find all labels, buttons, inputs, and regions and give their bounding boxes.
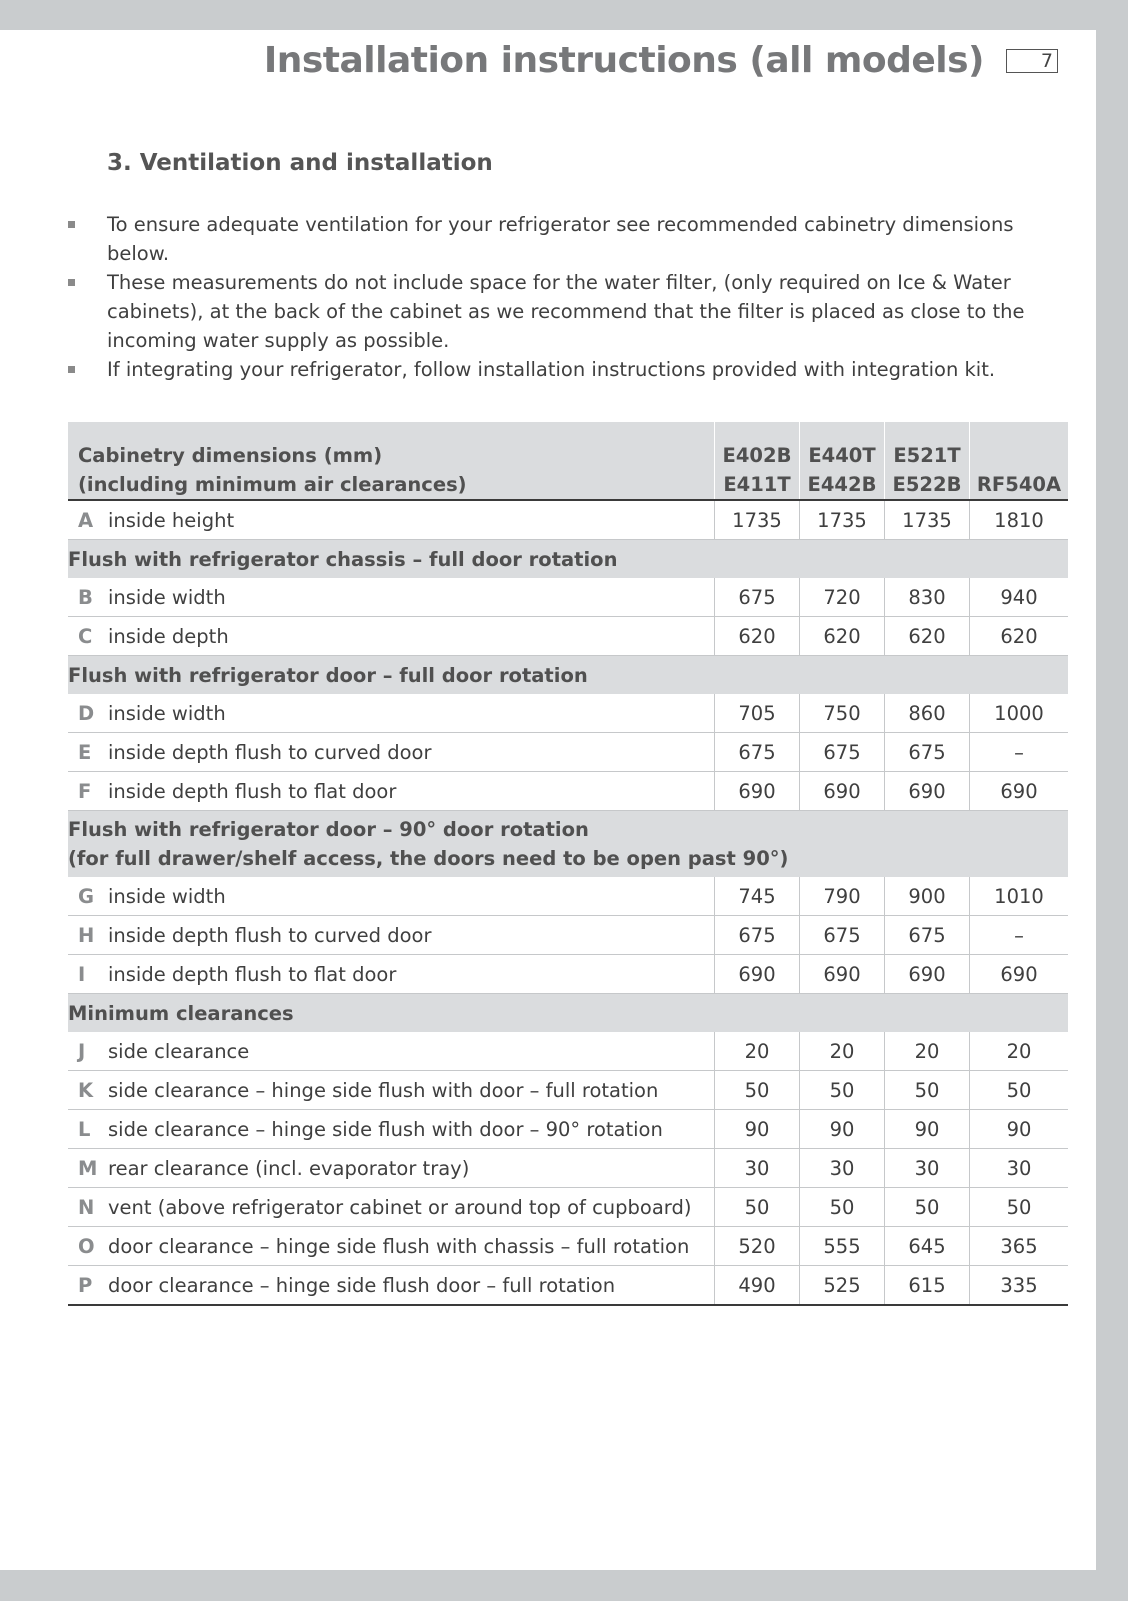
dimension-value: 675 [800,916,885,955]
row-letter: M [78,1156,98,1180]
row-letter: A [78,508,94,532]
model-column-header [970,422,1069,500]
row-label-cell [68,500,715,540]
table-header-title [68,422,715,500]
table-row [68,1032,1068,1071]
table-row [68,500,1068,540]
row-label: inside depth [108,624,229,648]
group-label: Flush with refrigerator chassis – full door rotation [68,547,618,571]
group-label: Flush with refrigerator door – full door rotation [68,663,588,687]
dimension-value: 50 [800,1071,885,1110]
model-column-header [715,422,800,500]
dimension-value: 50 [715,1188,800,1227]
table-body [68,500,1068,1305]
dimension-value: 20 [970,1032,1069,1071]
dimension-value: 20 [800,1032,885,1071]
table-row [68,1071,1068,1110]
group-label-cell [68,811,1068,878]
dimension-value: 30 [715,1149,800,1188]
row-letter: J [78,1039,86,1063]
row-label-cell [68,1227,715,1266]
row-letter: B [78,585,93,609]
dimension-value: 675 [715,578,800,617]
bullet-item [68,210,1028,268]
group-label-cell [68,656,1068,695]
row-letter: D [78,701,95,725]
row-label-cell [68,694,715,733]
row-label: door clearance – hinge side flush with chassis – full rotation [108,1234,690,1258]
row-label: side clearance [108,1039,250,1063]
table-header-row [68,422,1068,500]
dimension-value: 940 [970,578,1069,617]
model-name: RF540A [976,473,1062,496]
dimension-value: 860 [885,694,970,733]
dimension-value: 690 [970,955,1069,994]
dimension-value: 830 [885,578,970,617]
dimension-value: – [970,916,1069,955]
dimension-value: 30 [800,1149,885,1188]
page-header [264,40,1058,81]
dimension-value: 50 [970,1188,1069,1227]
dimension-value: 750 [800,694,885,733]
model-name: E442B [807,473,877,496]
dimension-value: 690 [715,955,800,994]
bullet-item [68,268,1028,355]
dimension-value: – [970,733,1069,772]
row-label-cell [68,1032,715,1071]
dimension-value: 1735 [800,500,885,540]
row-letter: P [78,1273,93,1297]
dimension-value: 30 [970,1149,1069,1188]
square-bullet-icon [68,279,75,286]
dimension-value: 90 [885,1110,970,1149]
dimension-value: 50 [800,1188,885,1227]
page-title: Installation instructions (all models) [263,40,984,81]
row-label: side clearance – hinge side flush with door – 90° rotation [108,1117,663,1141]
table-row [68,955,1068,994]
row-label-cell [68,1071,715,1110]
dimension-value: 1735 [715,500,800,540]
row-letter: L [78,1117,91,1141]
row-label: side clearance – hinge side flush with door – full rotation [108,1078,659,1102]
table-row [68,916,1068,955]
dimension-value: 790 [800,877,885,916]
dimension-value: 620 [800,617,885,656]
dimension-value: 90 [800,1110,885,1149]
row-label-cell [68,877,715,916]
bullet-text: These measurements do not include space for the water filter, (only required on Ice & Water cabinets), at the back of the cabinet as we recommend that the filter is placed as close to the incoming water supply as possible. [107,271,1025,352]
dimension-value: 675 [800,733,885,772]
group-label: Minimum clearances [68,1001,294,1025]
table-row [68,617,1068,656]
row-label-cell [68,578,715,617]
row-letter: O [78,1234,95,1258]
row-letter: F [78,779,92,803]
document-page [0,30,1096,1570]
dimension-value: 335 [970,1266,1069,1306]
row-label-cell [68,1188,715,1227]
table-row [68,1266,1068,1306]
dimension-value: 690 [970,772,1069,811]
table-row [68,1188,1068,1227]
row-label-cell [68,1149,715,1188]
dimension-value: 690 [800,955,885,994]
bullet-list [68,210,1028,384]
dimension-value: 520 [715,1227,800,1266]
dimension-value: 690 [715,772,800,811]
dimension-value: 615 [885,1266,970,1306]
table-row [68,772,1068,811]
table-group-row [68,540,1068,579]
table-row [68,694,1068,733]
row-label: inside depth flush to curved door [108,740,432,764]
table-row [68,578,1068,617]
dimension-value: 1000 [970,694,1069,733]
dimension-value: 745 [715,877,800,916]
model-name: E402B [722,444,792,467]
dimension-value: 20 [885,1032,970,1071]
row-label-cell [68,733,715,772]
model-name: E440T [808,444,876,467]
dimension-value: 30 [885,1149,970,1188]
table-row [68,1227,1068,1266]
dimension-value: 90 [970,1110,1069,1149]
row-label: inside depth flush to flat door [108,779,397,803]
row-letter: I [78,962,86,986]
bullet-text: If integrating your refrigerator, follow installation instructions provided with integration kit. [107,358,996,381]
table-header-title-line1: Cabinetry dimensions (mm) [78,444,383,467]
table-group-row [68,994,1068,1033]
dimension-value: 50 [970,1071,1069,1110]
model-name: E521T [893,444,961,467]
group-label: Flush with refrigerator door – 90° door rotation [68,818,589,841]
table-row [68,733,1068,772]
row-letter: E [78,740,92,764]
table-group-row [68,656,1068,695]
group-label-cell [68,994,1068,1033]
dimension-value: 690 [800,772,885,811]
dimension-value: 620 [970,617,1069,656]
row-letter: N [78,1195,95,1219]
dimension-value: 490 [715,1266,800,1306]
row-label-cell [68,916,715,955]
row-label: door clearance – hinge side flush door – full rotation [108,1273,616,1297]
table-row [68,1149,1068,1188]
dimension-value: 690 [885,955,970,994]
dimension-value: 1810 [970,500,1069,540]
dimension-value: 525 [800,1266,885,1306]
row-label-cell [68,1266,715,1306]
row-label: rear clearance (incl. evaporator tray) [108,1156,470,1180]
table-header-title-line2: (including minimum air clearances) [78,473,467,496]
dimension-value: 900 [885,877,970,916]
row-letter: H [78,923,95,947]
model-column-header [885,422,970,500]
dimension-value: 675 [715,916,800,955]
dimension-value: 675 [885,916,970,955]
model-name: E522B [892,473,962,496]
dimension-value: 555 [800,1227,885,1266]
dimension-value: 620 [885,617,970,656]
row-label: inside width [108,884,226,908]
row-label: inside width [108,701,226,725]
dimension-value: 645 [885,1227,970,1266]
model-name: E411T [723,473,791,496]
row-label-cell [68,1110,715,1149]
dimension-value: 1735 [885,500,970,540]
dimension-value: 365 [970,1227,1069,1266]
dimension-value: 50 [885,1188,970,1227]
row-letter: K [78,1078,94,1102]
section-title: 3. Ventilation and installation [107,150,493,176]
page-number: 7 [1006,49,1058,73]
row-label-cell [68,772,715,811]
dimension-value: 90 [715,1110,800,1149]
dimension-value: 675 [715,733,800,772]
square-bullet-icon [68,221,75,228]
dimension-value: 675 [885,733,970,772]
row-label: inside depth flush to flat door [108,962,397,986]
bullet-text: To ensure adequate ventilation for your refrigerator see recommended cabinetry dimensions below. [107,213,1014,265]
model-column-header [800,422,885,500]
dimension-value: 620 [715,617,800,656]
bullet-item [68,355,1028,384]
group-label-note: (for full drawer/shelf access, the doors need to be open past 90°) [68,847,789,870]
dimension-value: 20 [715,1032,800,1071]
table-group-row [68,811,1068,878]
row-label: inside depth flush to curved door [108,923,432,947]
row-label: inside width [108,585,226,609]
table-row [68,1110,1068,1149]
dimension-value: 705 [715,694,800,733]
dimension-value: 1010 [970,877,1069,916]
dimension-value: 690 [885,772,970,811]
row-label-cell [68,955,715,994]
dimension-value: 720 [800,578,885,617]
row-letter: G [78,884,95,908]
cabinetry-dimensions-table [68,422,1068,1306]
group-label-cell [68,540,1068,579]
dimension-value: 50 [715,1071,800,1110]
table-row [68,877,1068,916]
square-bullet-icon [68,366,75,373]
row-label: inside height [108,508,235,532]
dimension-value: 50 [885,1071,970,1110]
row-letter: C [78,624,93,648]
row-label: vent (above refrigerator cabinet or around top of cupboard) [108,1195,692,1219]
row-label-cell [68,617,715,656]
